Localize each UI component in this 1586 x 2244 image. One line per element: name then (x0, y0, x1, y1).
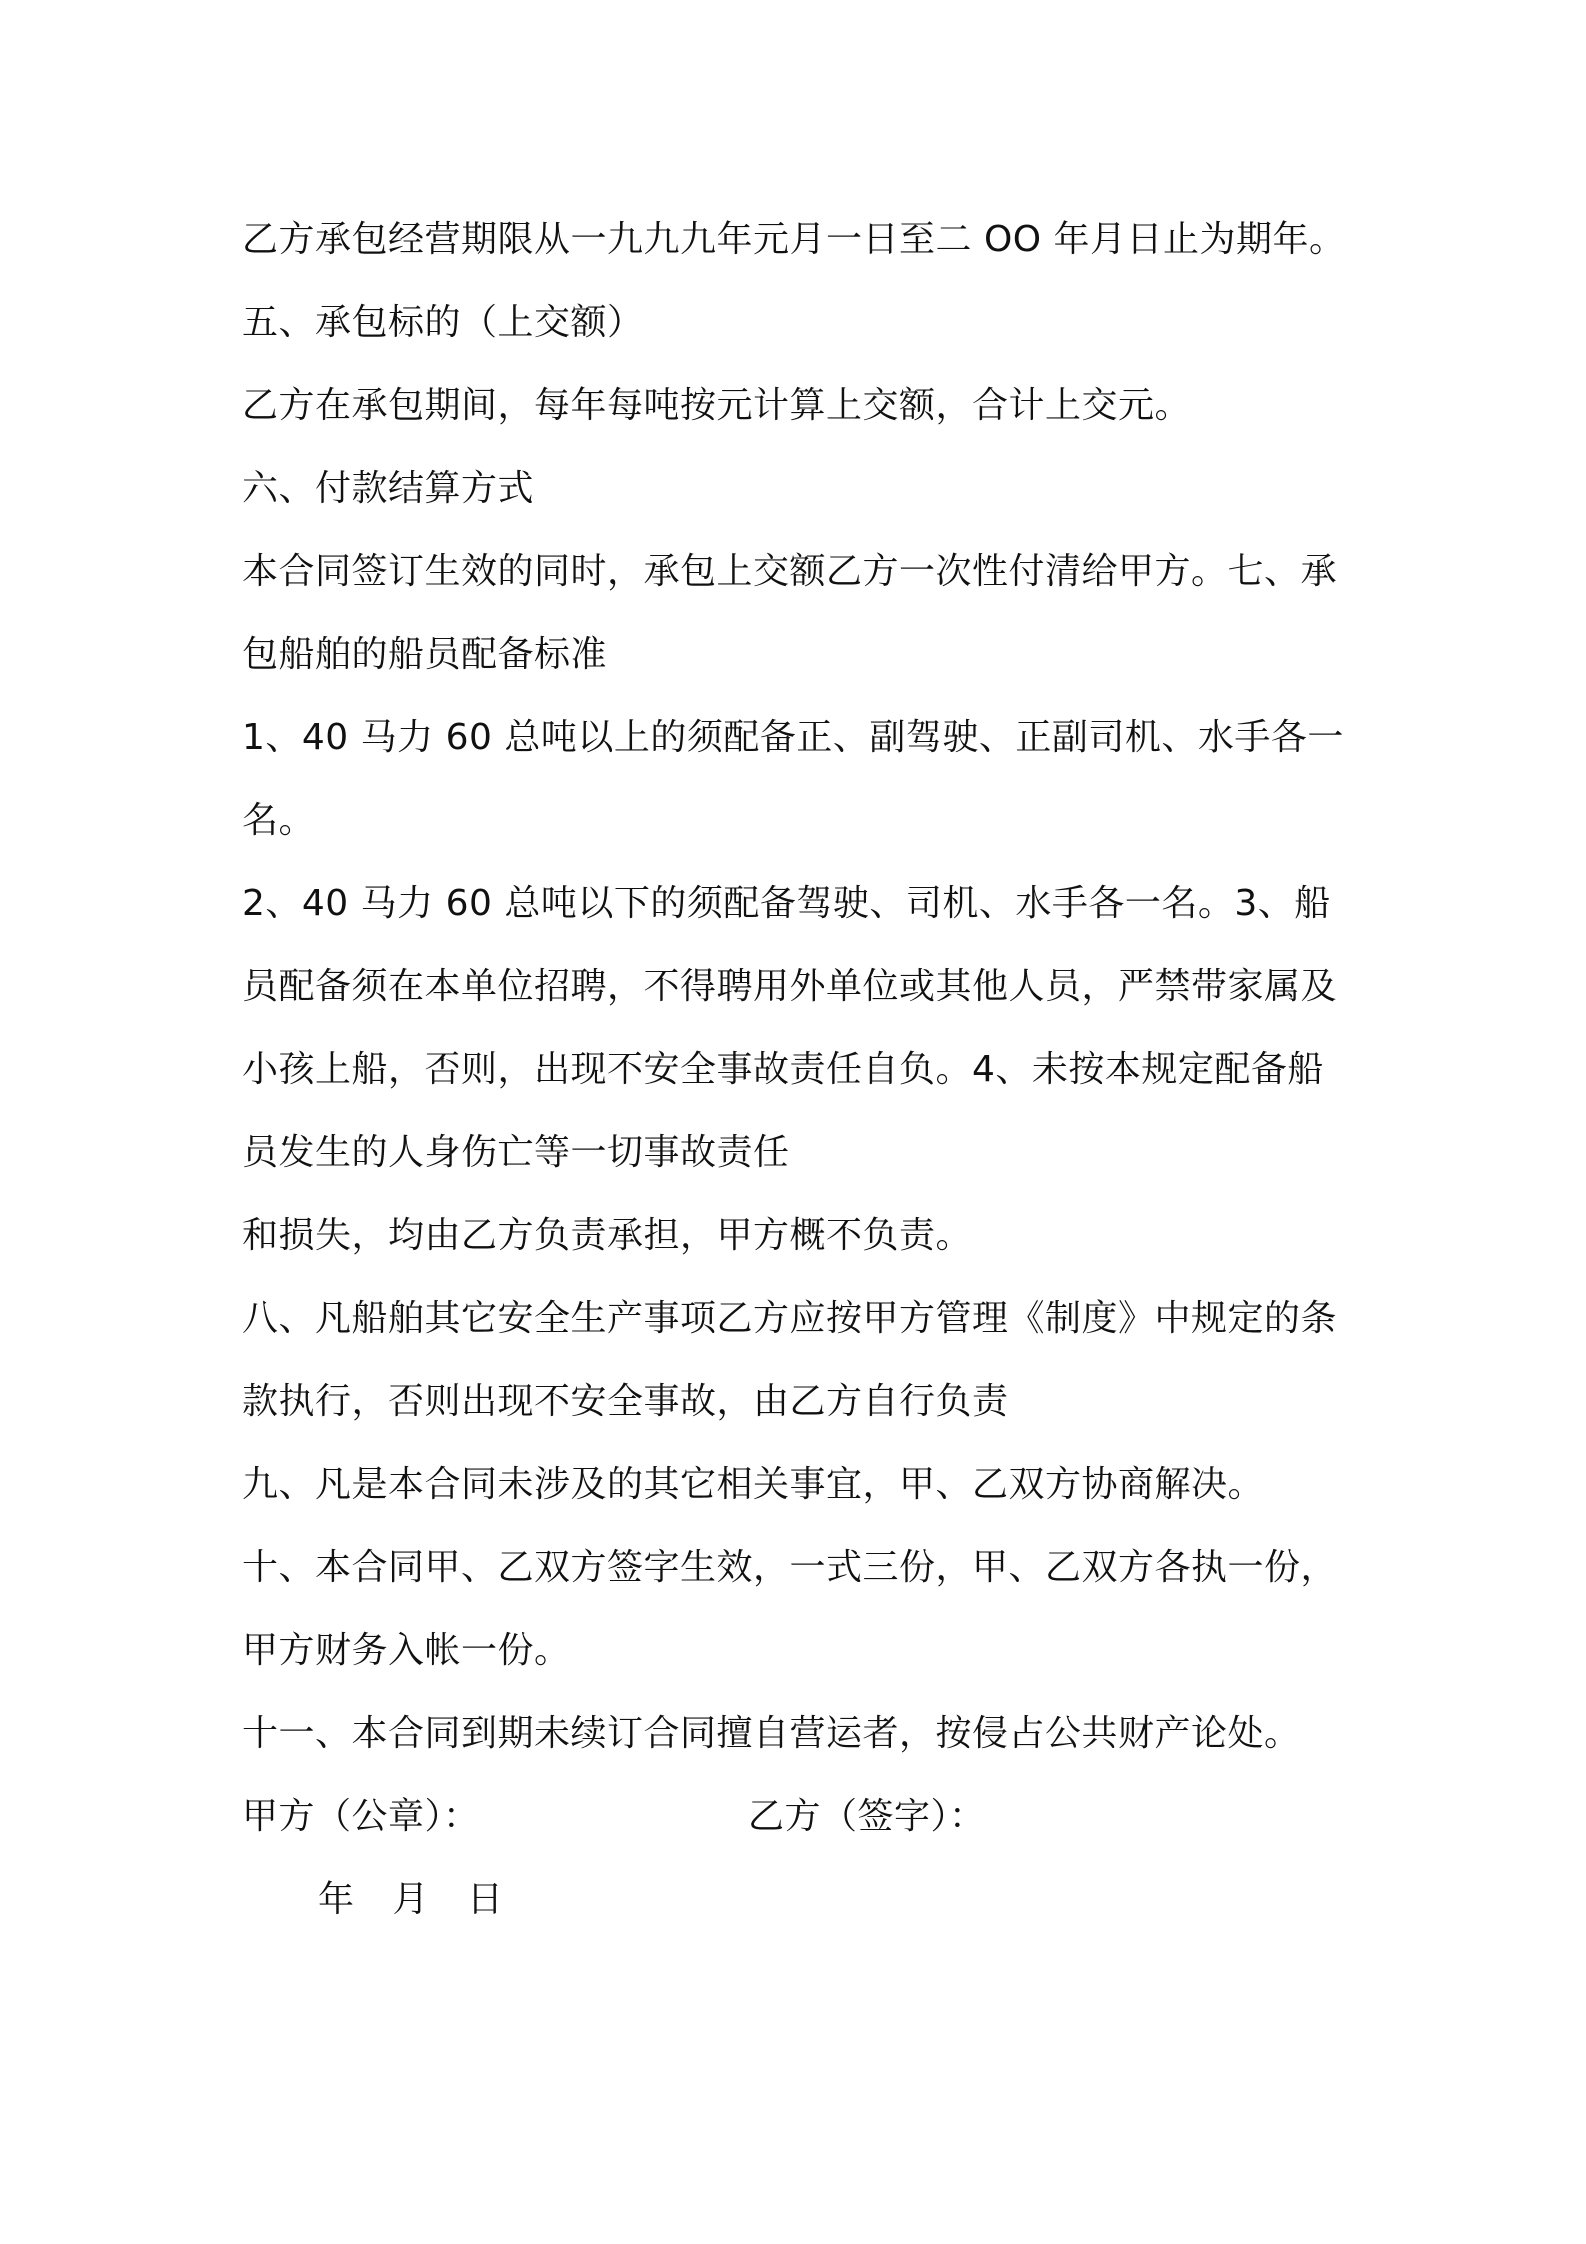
text-line-13: 和损失，均由乙方负责承担，甲方概不负责。 (242, 1215, 973, 1256)
party-a-seal-label: 甲方（公章）： (242, 1796, 480, 1837)
text-line-6: 包船舶的船员配备标准 (242, 634, 608, 675)
text-line-9: 2、40 马力 60 总吨以下的须配备驾驶、司机、水手各一名。3、船 (242, 883, 1331, 924)
date-day-label: 日 (467, 1879, 504, 1920)
contract-page (242, 198, 1362, 1941)
text-line-3: 乙方在承包期间，每年每吨按元计算上交额，合计上交元。 (242, 385, 1192, 426)
text-line-11: 小孩上船，否则，出现不安全事故责任自负。4、未按本规定配备船 (242, 1049, 1324, 1090)
text-line-8: 名。 (242, 800, 316, 841)
section-six-heading: 六、付款结算方式 (242, 468, 535, 509)
date-line (242, 1858, 1362, 1941)
text-line-12: 员发生的人身伤亡等一切事故责任 (242, 1132, 790, 1173)
party-b-signature-label: 乙方（签字）： (748, 1796, 986, 1837)
section-five-heading: 五、承包标的（上交额） (242, 302, 644, 343)
date-year-label: 年 (318, 1879, 355, 1920)
text-line-1: 乙方承包经营期限从一九九九年元月一日至二 OO 年月日止为期年。 (242, 219, 1346, 260)
section-ten-line-1: 十、本合同甲、乙双方签字生效，一式三份，甲、乙双方各执一份， (242, 1547, 1338, 1588)
section-eight-line-2: 款执行，否则出现不安全事故，由乙方自行负责 (242, 1381, 1009, 1422)
section-ten-line-2: 甲方财务入帐一份。 (242, 1630, 571, 1671)
date-month-label: 月 (392, 1879, 430, 1920)
section-nine-line: 九、凡是本合同未涉及的其它相关事宜，甲、乙双方协商解决。 (242, 1464, 1265, 1505)
text-line-5: 本合同签订生效的同时，承包上交额乙方一次性付清给甲方。七、承 (242, 551, 1338, 592)
section-eleven-line: 十一、本合同到期未续订合同擅自营运者，按侵占公共财产论处。 (242, 1713, 1301, 1754)
text-line-10: 员配备须在本单位招聘，不得聘用外单位或其他人员，严禁带家属及 (242, 966, 1338, 1007)
signature-row (242, 1775, 1362, 1858)
section-eight-line-1: 八、凡船舶其它安全生产事项乙方应按甲方管理《制度》中规定的条 (242, 1298, 1338, 1339)
text-line-7: 1、40 马力 60 总吨以上的须配备正、副驾驶、正副司机、水手各一 (242, 717, 1344, 758)
